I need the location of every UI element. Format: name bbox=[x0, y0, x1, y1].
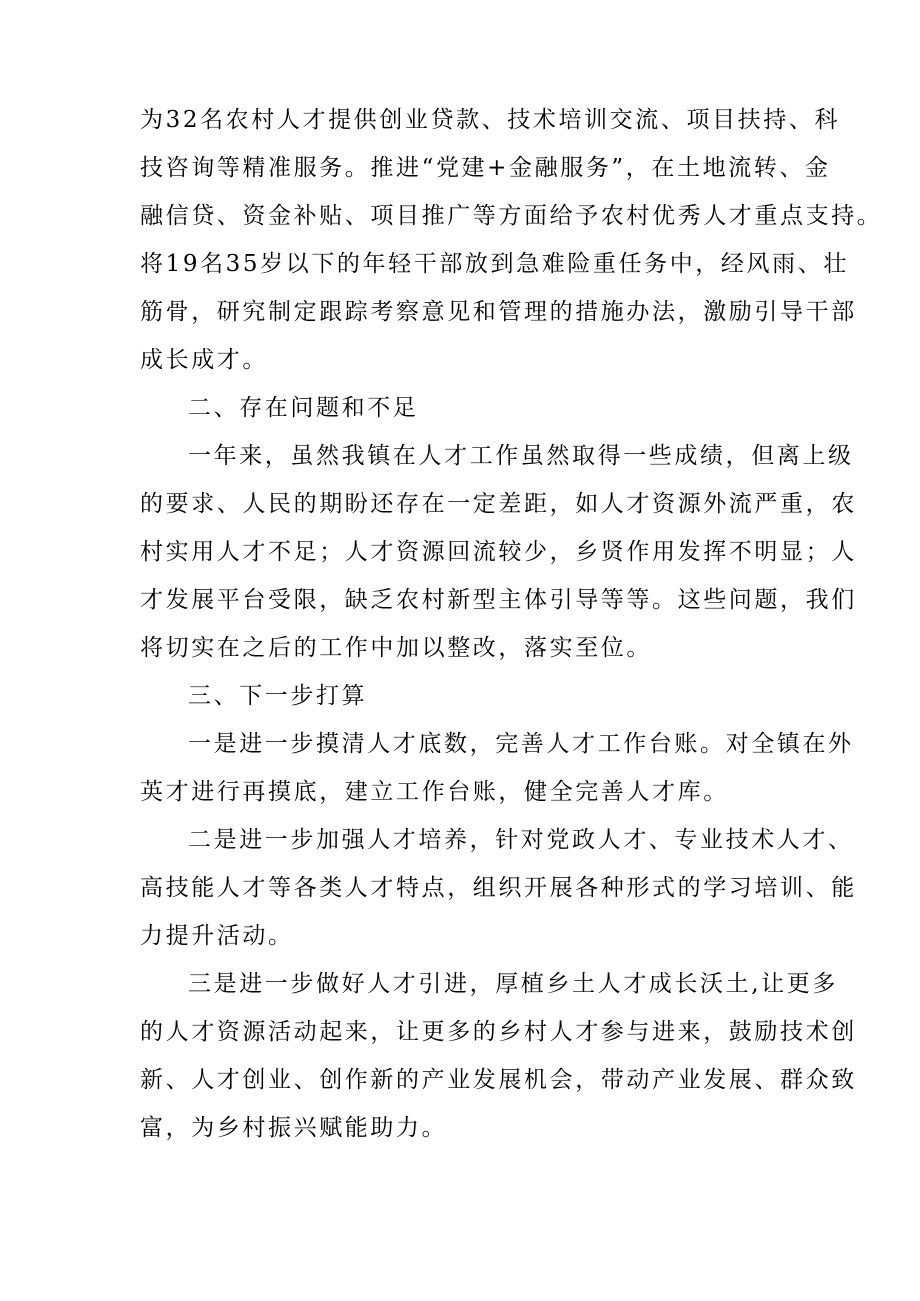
text-line: 将切实在之后的工作中加以整改，落实至位。 bbox=[140, 635, 652, 661]
text-line: 英才进行再摸底，建立工作台账，健全完善人才库。 bbox=[140, 779, 729, 805]
section-heading-next-steps bbox=[140, 672, 786, 720]
paragraph-problems bbox=[140, 432, 857, 672]
text-line: 富，为乡村振兴赋能助力。 bbox=[140, 1115, 448, 1141]
text-line: 技咨询等精准服务。推进“党建+金融服务”，在土地流转、金 bbox=[140, 155, 831, 181]
paragraph-talent-services bbox=[140, 96, 883, 384]
text-line: 三是进一步做好人才引进，厚植乡土人才成长沃土,让更多 bbox=[188, 971, 838, 997]
text-line: 高技能人才等各类人才特点，组织开展各种形式的学习培训、能 bbox=[140, 875, 857, 901]
text-line: 力提升活动。 bbox=[140, 923, 294, 949]
text-line: 筋骨，研究制定跟踪考察意见和管理的措施办法，激励引导干部 bbox=[140, 299, 857, 325]
text-line: 二是进一步加强人才培养，针对党政人才、专业技术人才、 bbox=[188, 827, 854, 853]
section-heading: 二、存在问题和不足 bbox=[188, 395, 419, 421]
paragraph-step-two bbox=[140, 816, 857, 960]
document-page bbox=[140, 96, 883, 1152]
text-line: 一是进一步摸清人才底数，完善人才工作台账。对全镇在外 bbox=[188, 731, 854, 757]
text-line: 为32名农村人才提供创业贷款、技术培训交流、项目扶持、科 bbox=[140, 107, 841, 133]
text-line: 村实用人才不足；人才资源回流较少，乡贤作用发挥不明显；人 bbox=[140, 539, 857, 565]
text-line: 的人才资源活动起来，让更多的乡村人才参与进来，鼓励技术创 bbox=[140, 1019, 857, 1045]
text-line: 新、人才创业、创作新的产业发展机会，带动产业发展、群众致 bbox=[140, 1067, 857, 1093]
section-heading: 三、下一步打算 bbox=[188, 683, 368, 709]
paragraph-step-three bbox=[140, 960, 857, 1152]
text-line: 才发展平台受限，缺乏农村新型主体引导等等。这些问题，我们 bbox=[140, 587, 857, 613]
paragraph-step-one bbox=[140, 720, 854, 816]
text-line: 将19名35岁以下的年轻干部放到急难险重任务中，经风雨、壮 bbox=[140, 251, 849, 277]
text-line: 成长成才。 bbox=[140, 347, 268, 373]
text-line: 一年来，虽然我镇在人才工作虽然取得一些成绩，但离上级 bbox=[188, 443, 854, 469]
section-heading-problems bbox=[140, 384, 786, 432]
text-line: 融信贷、资金补贴、项目推广等方面给予农村优秀人才重点支持。 bbox=[140, 203, 883, 229]
text-line: 的要求、人民的期盼还存在一定差距，如人才资源外流严重，农 bbox=[140, 491, 857, 517]
